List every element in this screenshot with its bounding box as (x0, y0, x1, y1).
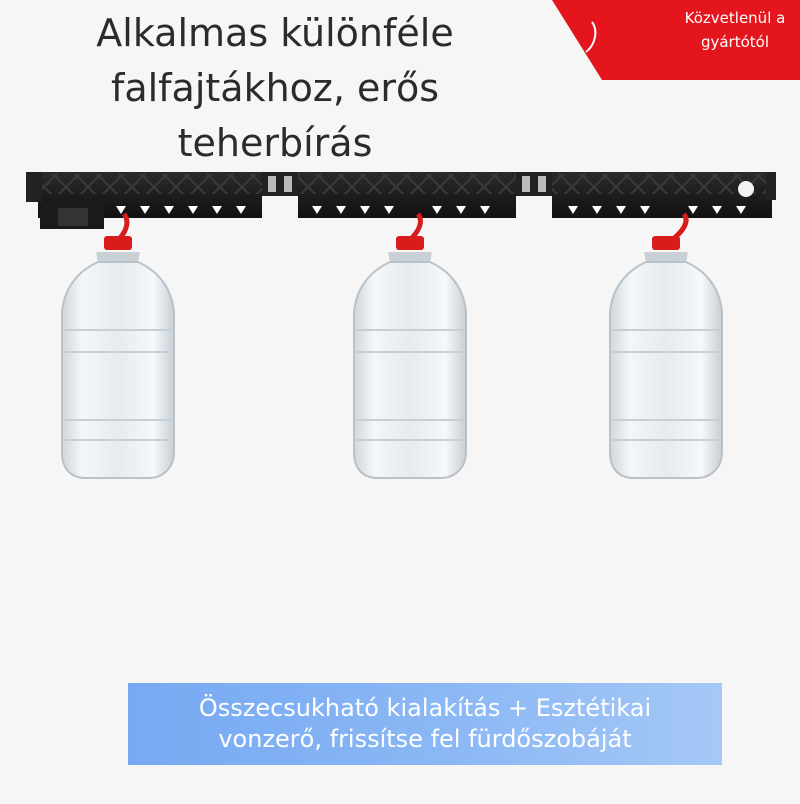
rack-hinge (262, 172, 298, 196)
feature-banner-line-1: Összecsukható kialakítás + Esztétikai (198, 694, 652, 722)
rack-segment-left (26, 172, 262, 229)
corner-badge-line-1: Közvetlenül a (684, 9, 786, 27)
water-bottle (610, 214, 722, 478)
feature-banner (128, 683, 722, 765)
feature-banner-line-2: vonzerő, frissítse fel fürdőszobáját (218, 725, 632, 753)
rack-hinge (516, 172, 552, 196)
headline-line-1: Alkalmas különféle (96, 11, 454, 55)
towel-rack (26, 172, 776, 229)
water-bottle (62, 214, 174, 478)
headline-line-3: teherbírás (177, 121, 373, 165)
corner-badge-line-2: gyártótól (700, 33, 770, 51)
water-bottle (354, 214, 466, 478)
headline-line-2: falfajtákhoz, erős (110, 66, 440, 110)
corner-badge (540, 0, 800, 80)
headline (40, 6, 510, 171)
